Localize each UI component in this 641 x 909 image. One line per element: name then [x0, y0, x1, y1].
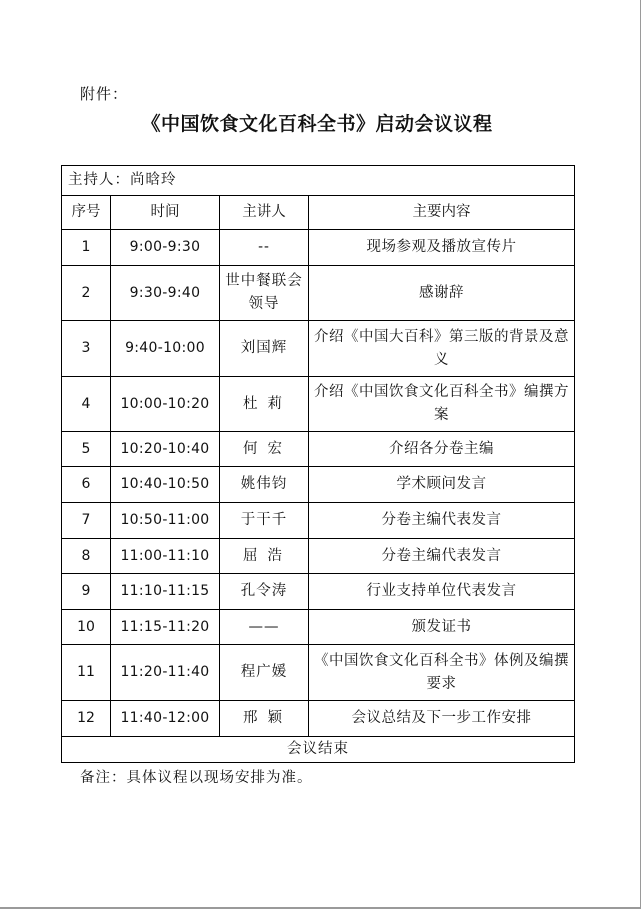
row-time: 11:15-11:20 [111, 610, 220, 645]
row-speaker: 姚伟钧 [220, 467, 309, 503]
table-row [62, 610, 575, 645]
row-speaker: 邢颖 [220, 701, 309, 737]
row-seq: 5 [62, 432, 111, 467]
row-content: 介绍各分卷主编 [309, 432, 575, 467]
row-seq: 12 [62, 701, 111, 737]
row-content: 会议总结及下一步工作安排 [309, 701, 575, 737]
row-time: 10:40-10:50 [111, 467, 220, 503]
row-speaker: 刘国辉 [220, 321, 309, 377]
row-seq: 1 [62, 230, 111, 266]
row-content: 介绍《中国大百科》第三版的背景及意义 [309, 321, 575, 377]
row-speaker: 屈浩 [220, 539, 309, 574]
row-content: 感谢辞 [309, 266, 575, 321]
row-time: 11:40-12:00 [111, 701, 220, 737]
row-time: 11:10-11:15 [111, 574, 220, 610]
end-row [62, 737, 575, 763]
row-content: 颁发证书 [309, 610, 575, 645]
table-row [62, 266, 575, 321]
row-time: 11:00-11:10 [111, 539, 220, 574]
table-row [62, 645, 575, 701]
row-time: 9:00-9:30 [111, 230, 220, 266]
row-content: 现场参观及播放宣传片 [309, 230, 575, 266]
row-speaker: 何宏 [220, 432, 309, 467]
table-row [62, 467, 575, 503]
table-row [62, 377, 575, 432]
row-speaker: 于干千 [220, 503, 309, 539]
row-speaker: 杜莉 [220, 377, 309, 432]
row-seq: 3 [62, 321, 111, 377]
row-seq: 7 [62, 503, 111, 539]
row-seq: 2 [62, 266, 111, 321]
header-content: 主要内容 [309, 196, 575, 230]
row-seq: 8 [62, 539, 111, 574]
footnote: 备注：具体议程以现场安排为准。 [80, 770, 313, 786]
row-seq: 10 [62, 610, 111, 645]
attachment-label: 附件： [80, 85, 129, 103]
host-cell: 主持人：尚晗玲 [62, 166, 575, 196]
table-row [62, 574, 575, 610]
table-row [62, 432, 575, 467]
row-seq: 6 [62, 467, 111, 503]
row-time: 10:50-11:00 [111, 503, 220, 539]
row-content: 分卷主编代表发言 [309, 539, 575, 574]
header-speaker: 主讲人 [220, 196, 309, 230]
table-row [62, 321, 575, 377]
meeting-end-cell: 会议结束 [62, 737, 575, 763]
row-content: 介绍《中国饮食文化百科全书》编撰方案 [309, 377, 575, 432]
table-row [62, 539, 575, 574]
agenda-table [61, 165, 575, 763]
row-speaker: 孔令涛 [220, 574, 309, 610]
table-row [62, 701, 575, 737]
row-speaker: 程广媛 [220, 645, 309, 701]
row-content: 《中国饮食文化百科全书》体例及编撰要求 [309, 645, 575, 701]
row-content: 分卷主编代表发言 [309, 503, 575, 539]
row-content: 学术顾问发言 [309, 467, 575, 503]
row-time: 9:30-9:40 [111, 266, 220, 321]
table-row [62, 503, 575, 539]
row-content: 行业支持单位代表发言 [309, 574, 575, 610]
row-seq: 9 [62, 574, 111, 610]
header-row [62, 196, 575, 230]
row-time: 10:00-10:20 [111, 377, 220, 432]
document-title: 《中国饮食文化百科全书》启动会议议程 [141, 113, 493, 135]
row-speaker: 世中餐联会领导 [220, 266, 309, 321]
row-seq: 11 [62, 645, 111, 701]
host-row [62, 166, 575, 196]
row-speaker: -- [220, 230, 309, 266]
table-row [62, 230, 575, 266]
header-seq: 序号 [62, 196, 111, 230]
row-speaker: —— [220, 610, 309, 645]
row-time: 11:20-11:40 [111, 645, 220, 701]
row-time: 10:20-10:40 [111, 432, 220, 467]
row-time: 9:40-10:00 [111, 321, 220, 377]
row-seq: 4 [62, 377, 111, 432]
header-time: 时间 [111, 196, 220, 230]
